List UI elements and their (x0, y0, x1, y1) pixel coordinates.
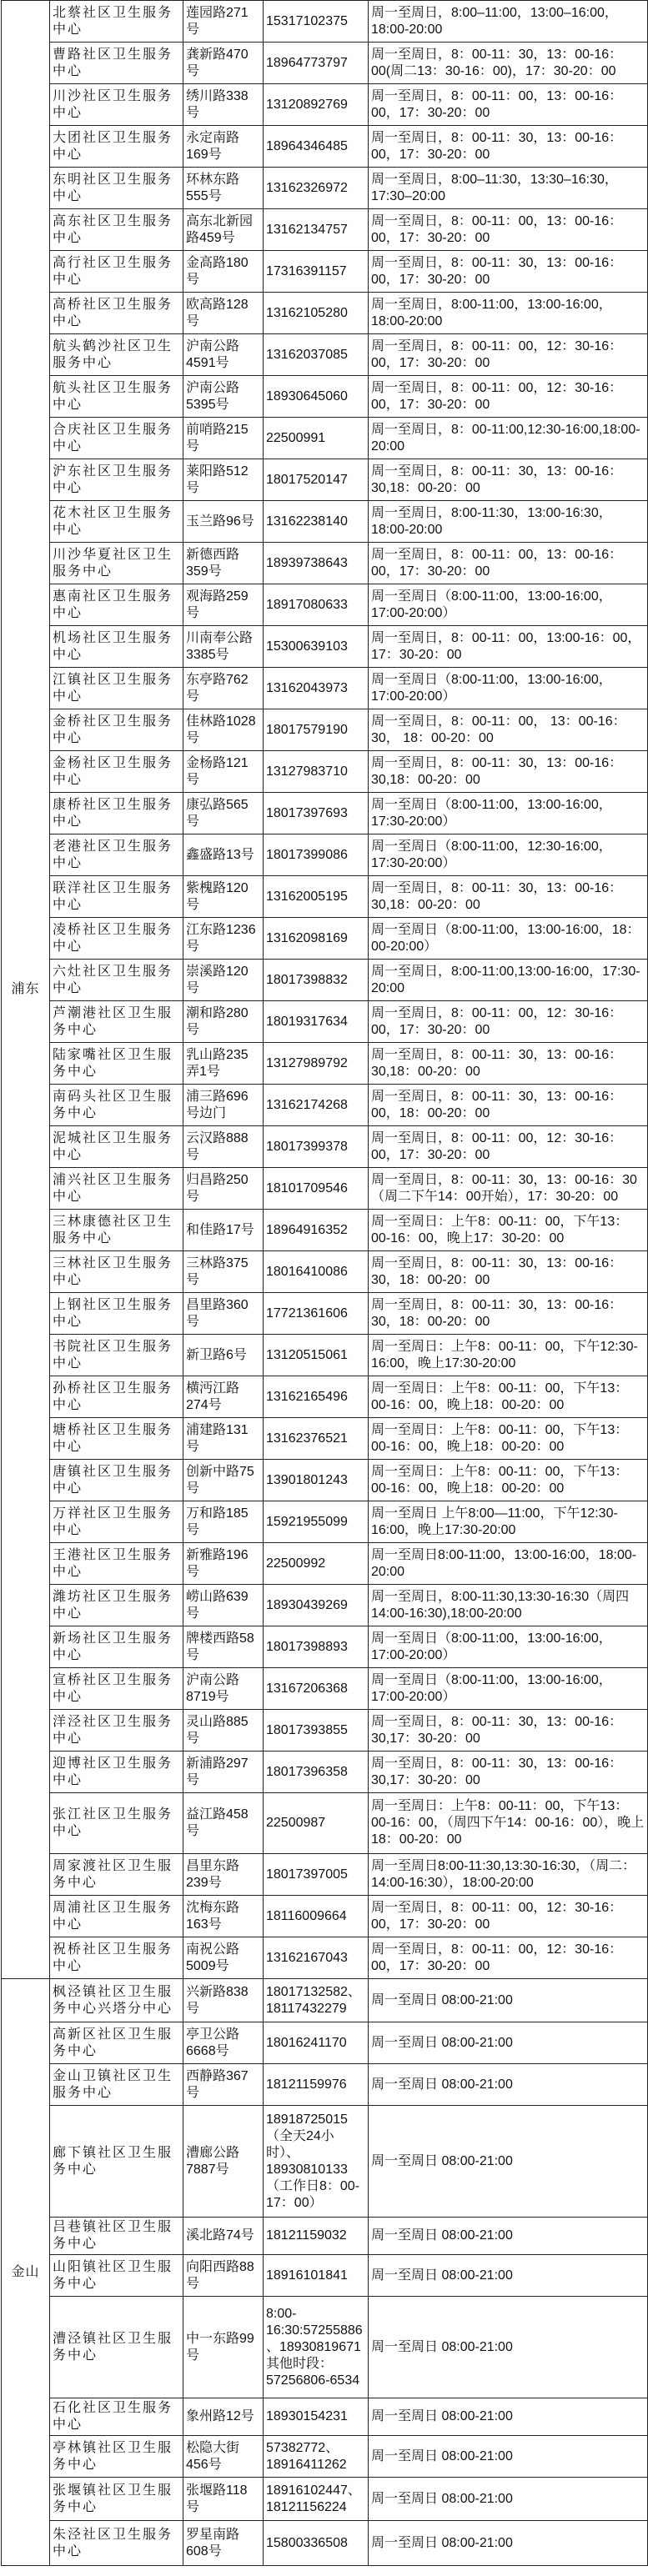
center-address-cell: 川南奉公路3385号 (183, 626, 264, 668)
center-name-cell: 王港社区卫生服务中心 (50, 1543, 183, 1585)
table-row (2, 1793, 648, 1854)
center-name-cell: 高行社区卫生服务中心 (50, 251, 183, 293)
center-address-cell: 灵山路885号 (183, 1710, 264, 1752)
center-address-cell: 崇溪路120号 (183, 960, 264, 1001)
center-phone-cell: 13127989792 (264, 1043, 369, 1085)
center-name-cell: 周家渡社区卫生服务中心 (50, 1854, 183, 1896)
center-phone-cell: 18016241170 (264, 2022, 369, 2064)
center-name-cell: 泥城社区卫生服务中心 (50, 1126, 183, 1168)
center-address-cell: 绣川路338号 (183, 84, 264, 126)
center-hours-cell: 周一至周日，8：00-11：30，13：00-16：00，17：30-20：00 (369, 126, 648, 168)
center-address-cell: 莲园路271号 (183, 1, 264, 43)
center-hours-cell: 周一至周日 08:00-21:00 (369, 2521, 648, 2566)
table-row (2, 376, 648, 418)
table-row (2, 918, 648, 960)
table-row (2, 251, 648, 293)
center-phone-cell: 18017398832 (264, 960, 369, 1001)
center-name-cell: 万祥社区卫生服务中心 (50, 1501, 183, 1543)
table-row (2, 2398, 648, 2436)
center-name-cell: 机场社区卫生服务中心 (50, 626, 183, 668)
center-phone-cell: 15800336508 (264, 2521, 369, 2566)
center-name-cell: 廊下镇社区卫生服务中心 (50, 2106, 183, 2218)
center-name-cell: 南码头社区卫生服务中心 (50, 1085, 183, 1126)
center-address-cell: 江东路1236号 (183, 918, 264, 960)
center-phone-cell: 22500987 (264, 1793, 369, 1854)
center-address-cell: 崂山路639号 (183, 1585, 264, 1626)
center-hours-cell: 周一至周日，8：00-11：30，13：00-16：00，17：30-20：00 (369, 251, 648, 293)
center-phone-cell: 18017132582、18117432279 (264, 1979, 369, 2022)
center-hours-cell: 周一至周日，8:00–11:00，13:00–16:00，18:00-20:00 (369, 1, 648, 43)
table-row (2, 459, 648, 501)
center-name-cell: 金山卫镇社区卫生服务中心 (50, 2064, 183, 2106)
center-name-cell: 金杨社区卫生服务中心 (50, 751, 183, 793)
table-row (2, 1501, 648, 1543)
center-name-cell: 迎博社区卫生服务中心 (50, 1752, 183, 1793)
table-row (2, 1979, 648, 2022)
table-row (2, 1085, 648, 1126)
center-hours-cell: 周一至周日，8：00-11：30，13：00-16：30，18：00-20：00 (369, 1251, 648, 1293)
center-name-cell: 张江社区卫生服务中心 (50, 1793, 183, 1854)
center-phone-cell: 18121159976 (264, 2064, 369, 2106)
table-row (2, 1626, 648, 1668)
table-row (2, 334, 648, 376)
center-phone-cell: 13901801243 (264, 1460, 369, 1501)
center-phone-cell: 18917080633 (264, 584, 369, 626)
center-phone-cell: 13120892769 (264, 84, 369, 126)
table-row (2, 1937, 648, 1979)
center-hours-cell: 周一至周日，8：00-11：00， 13：00-16：30， 18：00-20：00 (369, 709, 648, 751)
district-cell: 金山 (2, 1979, 50, 2566)
center-hours-cell: 周一至周日，8：00-11：30，13：00-16：00(周二13：30-16：00)，17：30-20：00 (369, 43, 648, 84)
table-row (2, 751, 648, 793)
center-address-cell: 欧高路128号 (183, 293, 264, 334)
center-address-cell: 归昌路250号 (183, 1168, 264, 1210)
center-hours-cell: 周一至周日，8：00-11：30，13：00-16：30（周二下午14：00开始），17：30-20：00 (369, 1168, 648, 1210)
health-center-table (1, 0, 648, 2566)
center-phone-cell: 18017579190 (264, 709, 369, 751)
center-hours-cell: 周一至周日（8:00-11:00，12:30-16:00，17:30-20:00） (369, 834, 648, 876)
center-name-cell: 东明社区卫生服务中心 (50, 168, 183, 209)
center-phone-cell: 18017399378 (264, 1126, 369, 1168)
center-address-cell: 漕廊公路7887号 (183, 2106, 264, 2218)
center-name-cell: 航头鹤沙社区卫生服务中心 (50, 334, 183, 376)
center-address-cell: 和佳路17号 (183, 1210, 264, 1251)
table-row (2, 543, 648, 584)
center-name-cell: 三林康德社区卫生服务中心 (50, 1210, 183, 1251)
center-hours-cell: 周一至周日（8:00-11:00，13:00-16:00，17:00-20:00） (369, 668, 648, 709)
table-row (2, 1251, 648, 1293)
center-phone-cell: 17721361606 (264, 1293, 369, 1335)
center-hours-cell: 周一至周日，8：00-11：00，12：30-16：00，17：30-20：00 (369, 1001, 648, 1043)
center-address-cell: 沪南公路8719号 (183, 1668, 264, 1710)
center-name-cell: 江镇社区卫生服务中心 (50, 668, 183, 709)
center-hours-cell: 周一至周日，8：00-11：00，13：00-16：00，17：30-20：00 (369, 209, 648, 251)
center-hours-cell: 周一至周日 08:00-21:00 (369, 2022, 648, 2064)
center-phone-cell: 18101709546 (264, 1168, 369, 1210)
center-hours-cell: 周一至周日，8:00-11:30,13:30-16:30（周四14:00-16:30),18:00-20:00 (369, 1585, 648, 1626)
center-name-cell: 康桥社区卫生服务中心 (50, 793, 183, 834)
center-phone-cell: 13162005195 (264, 876, 369, 918)
center-name-cell: 金桥社区卫生服务中心 (50, 709, 183, 751)
table-row (2, 1001, 648, 1043)
table-row (2, 168, 648, 209)
center-hours-cell: 周一至周日，8：00-11：00，13：00-16：00，17：30-20：00 (369, 543, 648, 584)
center-hours-cell: 周一至周日，8：00-11：00，12：30-16：00，17：30-20：00 (369, 1896, 648, 1937)
center-address-cell: 溪北路74号 (183, 2218, 264, 2255)
center-address-cell: 云汉路888号 (183, 1126, 264, 1168)
center-phone-cell: 22500991 (264, 418, 369, 459)
center-address-cell: 南祝公路5009号 (183, 1937, 264, 1979)
table-row (2, 2106, 648, 2218)
center-phone-cell: 18916102447、18121156224 (264, 2478, 369, 2521)
center-address-cell: 潮和路280号 (183, 1001, 264, 1043)
center-phone-cell: 15300639103 (264, 626, 369, 668)
center-hours-cell: 周一至周日，8：00-11:00,12:30-16:00,18:00-20:00 (369, 418, 648, 459)
center-hours-cell: 周一至周日，8：00-11：00，13:00-16：00，17：30-20：00 (369, 626, 648, 668)
center-name-cell: 惠南社区卫生服务中心 (50, 584, 183, 626)
center-hours-cell: 周一至周日，8：00-11：30，13：00-16：30,18：00-20：00 (369, 876, 648, 918)
center-name-cell: 宣桥社区卫生服务中心 (50, 1668, 183, 1710)
center-phone-cell: 22500992 (264, 1543, 369, 1585)
center-hours-cell: 周一至周日，8：00-11：00，12：30-16：00，17：30-20：00 (369, 376, 648, 418)
center-phone-cell: 18964773797 (264, 43, 369, 84)
center-phone-cell: 13162037085 (264, 334, 369, 376)
center-name-cell: 高东社区卫生服务中心 (50, 209, 183, 251)
center-hours-cell: 周一至周日，8:00-11:30，13:00-16:30，18:00-20:00 (369, 501, 648, 543)
table-row (2, 293, 648, 334)
center-address-cell: 沪南公路4591号 (183, 334, 264, 376)
table-row (2, 2297, 648, 2398)
center-hours-cell: 周一至周日 08:00-21:00 (369, 2255, 648, 2297)
center-phone-cell: 18017397693 (264, 793, 369, 834)
table-row (2, 876, 648, 918)
center-address-cell: 西静路367号 (183, 2064, 264, 2106)
table-row (2, 43, 648, 84)
center-name-cell: 张堰镇社区卫生服务中心 (50, 2478, 183, 2521)
center-name-cell: 沪东社区卫生服务中心 (50, 459, 183, 501)
center-name-cell: 上钢社区卫生服务中心 (50, 1293, 183, 1335)
center-hours-cell: 周一至周日 08:00-21:00 (369, 2218, 648, 2255)
district-cell: 浦东 (2, 1, 50, 1979)
center-phone-cell: 13120515061 (264, 1335, 369, 1376)
center-hours-cell: 周一至周日，8：00-11：30，13：00-16：30,17：30-20：00 (369, 1752, 648, 1793)
center-address-cell: 中一东路99号 (183, 2297, 264, 2398)
table-row (2, 1335, 648, 1376)
center-name-cell: 花木社区卫生服务中心 (50, 501, 183, 543)
center-address-cell: 创新中路75号 (183, 1460, 264, 1501)
table-row (2, 584, 648, 626)
center-phone-cell: 8:00-16:30:57255886、18930819671其他时段：57256806-6534 (264, 2297, 369, 2398)
center-phone-cell: 18930439269 (264, 1585, 369, 1626)
center-phone-cell: 18964346485 (264, 126, 369, 168)
table-row (2, 834, 648, 876)
center-name-cell: 联洋社区卫生服务中心 (50, 876, 183, 918)
center-phone-cell: 18017397005 (264, 1854, 369, 1896)
center-phone-cell: 18017520147 (264, 459, 369, 501)
center-phone-cell: 18016410086 (264, 1251, 369, 1293)
center-phone-cell: 13162098169 (264, 918, 369, 960)
center-address-cell: 沈梅东路163号 (183, 1896, 264, 1937)
center-phone-cell: 18930154231 (264, 2398, 369, 2436)
center-address-cell: 新卫路6号 (183, 1335, 264, 1376)
center-phone-cell: 18017399086 (264, 834, 369, 876)
center-name-cell: 漕泾镇社区卫生服务中心 (50, 2297, 183, 2398)
center-hours-cell: 周一至周日8:00-11:00，13:00-16:00，18:00-20:00 (369, 1543, 648, 1585)
table-row (2, 1585, 648, 1626)
center-hours-cell: 周一至周日，8：00-11：30，13：00-16：30,18：00-20：00 (369, 751, 648, 793)
table-row (2, 793, 648, 834)
center-address-cell: 龚新路470号 (183, 43, 264, 84)
table-row (2, 1376, 648, 1418)
center-address-cell: 乳山路235弄1号 (183, 1043, 264, 1085)
center-name-cell: 川沙社区卫生服务中心 (50, 84, 183, 126)
table-row (2, 2478, 648, 2521)
center-address-cell: 金杨路121号 (183, 751, 264, 793)
table-row (2, 1293, 648, 1335)
center-name-cell: 川沙华夏社区卫生服务中心 (50, 543, 183, 584)
center-hours-cell: 周一至周日，8:00-11:00,13:00-16:00，17:30-20:00 (369, 960, 648, 1001)
table-row (2, 1752, 648, 1793)
table-row (2, 1460, 648, 1501)
center-hours-cell: 周一至周日 08:00-21:00 (369, 2436, 648, 2478)
table-row (2, 1, 648, 43)
center-name-cell: 六灶社区卫生服务中心 (50, 960, 183, 1001)
center-name-cell: 陆家嘴社区卫生服务中心 (50, 1043, 183, 1085)
table-row (2, 1896, 648, 1937)
center-phone-cell: 18930645060 (264, 376, 369, 418)
center-name-cell: 周浦社区卫生服务中心 (50, 1896, 183, 1937)
center-hours-cell: 周一至周日8:00-11:30,13:30-16:30，（周二：14:00-16:30），18:00-20:00 (369, 1854, 648, 1896)
table-row (2, 668, 648, 709)
center-hours-cell: 周一至周日 08:00-21:00 (369, 2478, 648, 2521)
center-hours-cell: 周一至周日，8：00-11：00，13：00-16：00，17：30-20：00 (369, 84, 648, 126)
center-hours-cell: 周一至周日（8:00-11:00，13:00-16:00，17:00-20:00） (369, 1668, 648, 1710)
center-address-cell: 松隐大街456号 (183, 2436, 264, 2478)
table-row (2, 2436, 648, 2478)
center-phone-cell: 57382772、18916411262 (264, 2436, 369, 2478)
center-address-cell: 环林东路555号 (183, 168, 264, 209)
center-name-cell: 北蔡社区卫生服务中心 (50, 1, 183, 43)
center-address-cell: 兴新路838号 (183, 1979, 264, 2022)
center-hours-cell: 周一至周日，8:00-11:00，13:00-16:00，18:00-20:00 (369, 293, 648, 334)
center-address-cell: 东亭路762号 (183, 668, 264, 709)
center-name-cell: 老港社区卫生服务中心 (50, 834, 183, 876)
center-address-cell: 新雅路196号 (183, 1543, 264, 1585)
center-name-cell: 曹路社区卫生服务中心 (50, 43, 183, 84)
center-name-cell: 孙桥社区卫生服务中心 (50, 1376, 183, 1418)
center-name-cell: 枫泾镇社区卫生服务中心兴塔分中心 (50, 1979, 183, 2022)
table-row (2, 84, 648, 126)
center-name-cell: 祝桥社区卫生服务中心 (50, 1937, 183, 1979)
center-phone-cell: 18939738643 (264, 543, 369, 584)
center-address-cell: 康弘路565号 (183, 793, 264, 834)
center-hours-cell: 周一至周日，8：00-11：00，12：30-16：00，17：30-20：00 (369, 1937, 648, 1979)
center-address-cell: 佳林路1028号 (183, 709, 264, 751)
center-phone-cell: 13162165496 (264, 1376, 369, 1418)
center-name-cell: 三林社区卫生服务中心 (50, 1251, 183, 1293)
center-name-cell: 浦兴社区卫生服务中心 (50, 1168, 183, 1210)
table-row (2, 2022, 648, 2064)
table-row (2, 2255, 648, 2297)
center-hours-cell: 周一至周日，8：00-11：30，13：00-16：30,17：30-20：00 (369, 1710, 648, 1752)
table-row (2, 2521, 648, 2566)
center-phone-cell: 18918725015（全天24小时）、18930810133（工作日8：00-17：00） (264, 2106, 369, 2218)
center-address-cell: 昌里东路239号 (183, 1854, 264, 1896)
center-name-cell: 航头社区卫生服务中心 (50, 376, 183, 418)
center-phone-cell: 13167206368 (264, 1668, 369, 1710)
center-address-cell: 新德西路359号 (183, 543, 264, 584)
center-address-cell: 张堰路118号 (183, 2478, 264, 2521)
center-phone-cell: 13162167043 (264, 1937, 369, 1979)
table-body (2, 1, 648, 2566)
center-hours-cell: 周一至周日：上午8：00-11：00，下午12:30-16:00，晚上17:30-20:00 (369, 1335, 648, 1376)
center-hours-cell: 周一至周日：上午8：00-11：00，下午13：00-16：00，晚上18：00-20：00 (369, 1376, 648, 1418)
table-row (2, 1668, 648, 1710)
table-row (2, 1126, 648, 1168)
center-hours-cell: 周一至周日 08:00-21:00 (369, 2064, 648, 2106)
center-hours-cell: 周一至周日，8：00-11：30，13：00-16：30，18：00-20：00 (369, 1293, 648, 1335)
center-phone-cell: 18017396358 (264, 1752, 369, 1793)
center-address-cell: 鑫盛路13号 (183, 834, 264, 876)
center-phone-cell: 18019317634 (264, 1001, 369, 1043)
center-name-cell: 唐镇社区卫生服务中心 (50, 1460, 183, 1501)
center-address-cell: 万和路185号 (183, 1501, 264, 1543)
center-name-cell: 吕巷镇社区卫生服务中心 (50, 2218, 183, 2255)
center-phone-cell: 13162043973 (264, 668, 369, 709)
center-address-cell: 象州路12号 (183, 2398, 264, 2436)
center-hours-cell: 周一至周日 08:00-21:00 (369, 1979, 648, 2022)
center-hours-cell: 周一至周日：上午8：00-11：00，下午13：00-16：00，晚上18：00-20：00 (369, 1460, 648, 1501)
center-address-cell: 紫槐路120号 (183, 876, 264, 918)
table-row (2, 1168, 648, 1210)
table-row (2, 2064, 648, 2106)
center-address-cell: 高东北新园路459号 (183, 209, 264, 251)
center-name-cell: 芦潮港社区卫生服务中心 (50, 1001, 183, 1043)
center-address-cell: 罗星南路608号 (183, 2521, 264, 2566)
center-phone-cell: 15921955099 (264, 1501, 369, 1543)
center-name-cell: 高桥社区卫生服务中心 (50, 293, 183, 334)
table-row (2, 709, 648, 751)
table-row (2, 2218, 648, 2255)
center-hours-cell: 周一至周日，8：00-11：30，13：00-16：30,18：00-20：00 (369, 1043, 648, 1085)
center-address-cell: 牌楼西路58号 (183, 1626, 264, 1668)
center-address-cell: 观海路259号 (183, 584, 264, 626)
table-row (2, 1543, 648, 1585)
center-name-cell: 亭林镇社区卫生服务中心 (50, 2436, 183, 2478)
table-row (2, 1043, 648, 1085)
center-address-cell: 三林路375号 (183, 1251, 264, 1293)
center-hours-cell: 周一至周日：上午8：00-11：00，下午13：00-16：00，晚上18：00-20：00 (369, 1418, 648, 1460)
center-name-cell: 新场社区卫生服务中心 (50, 1626, 183, 1668)
center-phone-cell: 18916101841 (264, 2255, 369, 2297)
center-address-cell: 益江路458号 (183, 1793, 264, 1854)
center-address-cell: 向阳西路88号 (183, 2255, 264, 2297)
table-row (2, 626, 648, 668)
center-hours-cell: 周一至周日 08:00-21:00 (369, 2106, 648, 2218)
center-name-cell: 大团社区卫生服务中心 (50, 126, 183, 168)
center-address-cell: 横沔江路274号 (183, 1376, 264, 1418)
center-name-cell: 山阳镇社区卫生服务中心 (50, 2255, 183, 2297)
center-hours-cell: 周一至周日（8:00-11:00，13:00-16:00，17:00-20:00） (369, 584, 648, 626)
center-phone-cell: 18017398893 (264, 1626, 369, 1668)
center-hours-cell: 周一至周日，8：00-11：00，12：30-16：00，17：30-20：00 (369, 334, 648, 376)
center-name-cell: 洋泾社区卫生服务中心 (50, 1710, 183, 1752)
center-name-cell: 潍坊社区卫生服务中心 (50, 1585, 183, 1626)
center-phone-cell: 17316391157 (264, 251, 369, 293)
center-hours-cell: 周一至周日（8:00-11:00，13:00-16:00，17:30-20:00） (369, 793, 648, 834)
center-phone-cell: 13162376521 (264, 1418, 369, 1460)
center-name-cell: 石化社区卫生服务中心 (50, 2398, 183, 2436)
center-phone-cell: 13162105280 (264, 293, 369, 334)
center-name-cell: 合庆社区卫生服务中心 (50, 418, 183, 459)
center-phone-cell: 18121159032 (264, 2218, 369, 2255)
center-phone-cell: 13162174268 (264, 1085, 369, 1126)
center-address-cell: 沪南公路5395号 (183, 376, 264, 418)
center-phone-cell: 13162238140 (264, 501, 369, 543)
center-address-cell: 前哨路215号 (183, 418, 264, 459)
center-hours-cell: 周一至周日（8:00-11:00，13:00-16:00，18：00-20:00） (369, 918, 648, 960)
center-hours-cell: 周一至周日，8：00-11：30，13：00-16：30,18：00-20：00 (369, 459, 648, 501)
table-row (2, 126, 648, 168)
center-address-cell: 浦建路131号 (183, 1418, 264, 1460)
center-hours-cell: 周一至周日：上午8：00-11：00，下午13：00-16：00，（周四下午14：00-16：00），晚上18：00-20：00 (369, 1793, 648, 1854)
table-row (2, 418, 648, 459)
center-name-cell: 凌桥社区卫生服务中心 (50, 918, 183, 960)
table-row (2, 501, 648, 543)
center-phone-cell: 18964916352 (264, 1210, 369, 1251)
center-address-cell: 浦三路696号边门 (183, 1085, 264, 1126)
center-address-cell: 昌里路360号 (183, 1293, 264, 1335)
table-row (2, 1210, 648, 1251)
center-name-cell: 朱泾社区卫生服务中心 (50, 2521, 183, 2566)
center-name-cell: 高新区社区卫生服务中心 (50, 2022, 183, 2064)
center-hours-cell: 周一至周日 08:00-21:00 (369, 2398, 648, 2436)
center-hours-cell: 周一至周日 08:00-21:00 (369, 2297, 648, 2398)
center-address-cell: 亭卫公路6668号 (183, 2022, 264, 2064)
center-hours-cell: 周一至周日，8：00-11：30，13：00-16：00，18：00-20：00 (369, 1085, 648, 1126)
center-hours-cell: 周一至周日，8:00–11:30，13:30–16:30，17:30–20:00 (369, 168, 648, 209)
center-phone-cell: 13162326972 (264, 168, 369, 209)
center-phone-cell: 18116009664 (264, 1896, 369, 1937)
center-address-cell: 永定南路169号 (183, 126, 264, 168)
center-hours-cell: 周一至周日（8:00-11:00，13:00-16:00，17:00-20:00） (369, 1626, 648, 1668)
center-name-cell: 塘桥社区卫生服务中心 (50, 1418, 183, 1460)
center-address-cell: 玉兰路96号 (183, 501, 264, 543)
center-address-cell: 金高路180号 (183, 251, 264, 293)
center-phone-cell: 13127983710 (264, 751, 369, 793)
center-hours-cell: 周一至周日：上午8：00-11：00，下午13：00-16：00，晚上17：30-20：00 (369, 1210, 648, 1251)
center-address-cell: 新浦路297号 (183, 1752, 264, 1793)
table-row (2, 1854, 648, 1896)
center-name-cell: 书院社区卫生服务中心 (50, 1335, 183, 1376)
table-row (2, 209, 648, 251)
table-row (2, 960, 648, 1001)
center-phone-cell: 18017393855 (264, 1710, 369, 1752)
center-phone-cell: 15317102375 (264, 1, 369, 43)
center-phone-cell: 13162134757 (264, 209, 369, 251)
center-address-cell: 莱阳路512号 (183, 459, 264, 501)
table-row (2, 1710, 648, 1752)
table-row (2, 1418, 648, 1460)
center-hours-cell: 周一至周日 上午8:00—11:00，下午12:30-16:00，晚上17:30-20:00 (369, 1501, 648, 1543)
center-hours-cell: 周一至周日，8：00-11：00，12：30-16：00，17：30-20：00 (369, 1126, 648, 1168)
